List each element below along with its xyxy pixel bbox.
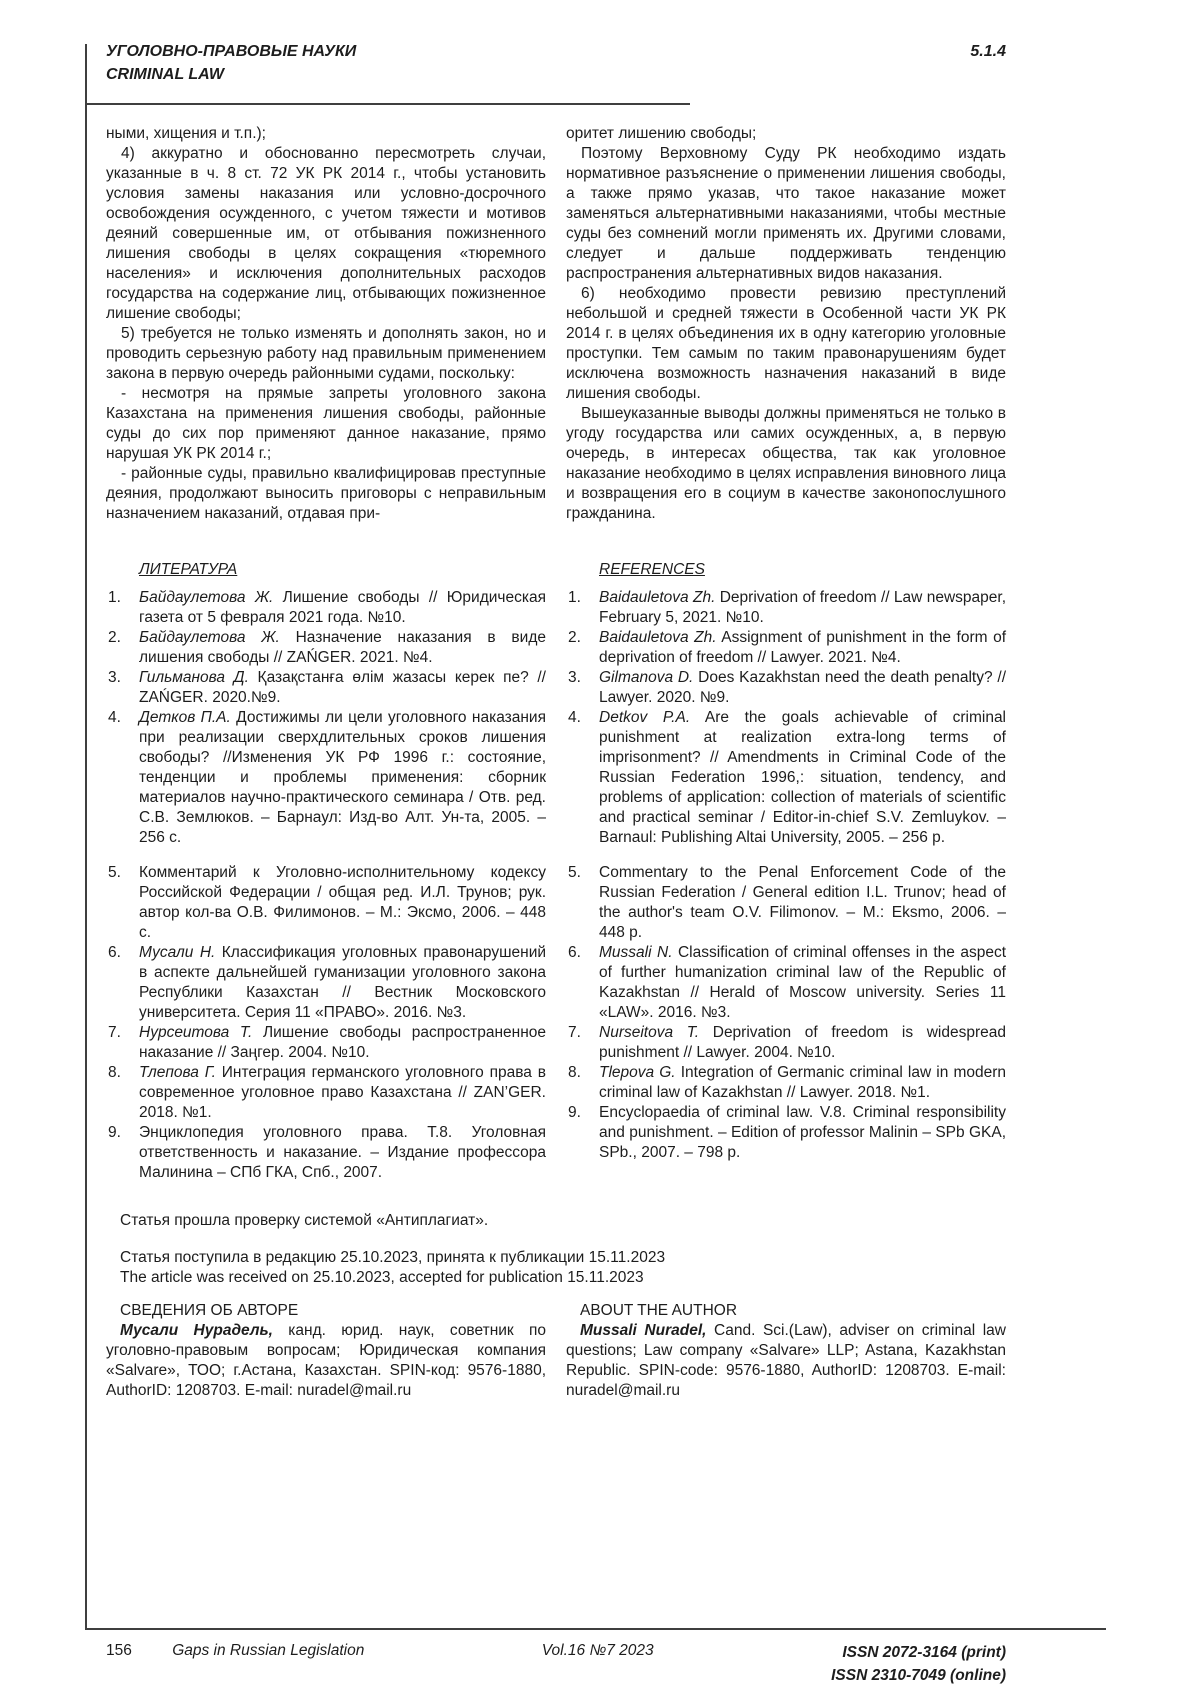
reference-text: Лишение свободы распространенное наказание // Заңгер. 2004. №10. [139, 1024, 546, 1061]
reference-text: Достижимы ли цели уголовного наказания при реализации сверхдлительных сроков лишения свободы? //Изменения УК РФ 1996 г.: состояние, тенденции и проблемы применения: сборник материалов научно-практического семинара / Отв. ред. С.В. Землюков. – Барнаул: Изд-во Алт. Ун-та, 2005. – 256 с. [139, 709, 546, 846]
author-bio-ru [106, 1321, 546, 1401]
reference-item [566, 588, 1006, 628]
footer-left [106, 1641, 364, 1661]
reference-author: Байдаулетова Ж. [139, 629, 280, 646]
reference-text: Deprivation of freedom is widespread punishment // Lawyer. 2004. №10. [599, 1024, 1006, 1061]
author-info-en-heading: ABOUT THE AUTHOR [580, 1302, 738, 1319]
literature-list [106, 588, 546, 1183]
section-title-ru: УГОЛОВНО-ПРАВОВЫЕ НАУКИ [106, 43, 357, 60]
section-titles [106, 40, 356, 86]
references-heading: REFERENCES [599, 561, 705, 578]
reference-text: Комментарий к Уголовно-исполнительному кодексу Российской Федерации / общая ред. И.Л. Трунов; рук. автор кол-ва О.В. Филимонов. – М.: Эксмо, 2006. – 448 с. [139, 864, 546, 941]
reference-author: Детков П.А. [139, 709, 231, 726]
reference-item [106, 1123, 546, 1183]
reference-item [106, 628, 546, 668]
footer-issn-print: ISSN 2072-3164 (print) [842, 1644, 1006, 1661]
reference-item [106, 588, 546, 628]
author-name-en: Mussali Nuradel, [580, 1322, 707, 1339]
reference-author: Nurseitova T. [599, 1024, 700, 1041]
paragraph: 4) аккуратно и обоснованно пересмотреть случаи, указанные в ч. 8 ст. 72 УК РК 2014 г., чтобы установить условия замены наказания или условно-досрочного освобождения осужденного, с учетом тяжести и мотивов деяний совершенные им, от отбывания пожизненного лишения свободы в целях сокращения «тюремного населения» и исключения дополнительных расходов государства на содержание лиц, отбывающих пожизненное лишение свободы; [106, 145, 546, 322]
reference-author: Гильманова Д. [139, 669, 249, 686]
reference-author: Нурсеитова Т. [139, 1024, 253, 1041]
paragraph: оритет лишению свободы; [566, 125, 757, 142]
reference-author: Мусали Н. [139, 944, 216, 961]
author-bio-text-ru: канд. юрид. наук, советник по уголовно-правовым вопросам; Юридическая компания «Salvare», ТОО; г.Астана, Казахстан. SPIN-код: 9576-1880, AuthorID: 1208703. E-mail: nuradel@mail.ru [106, 1322, 547, 1399]
received-date-ru: Статья поступила в редакцию 25.10.2023, принята к публикации 15.11.2023 [120, 1249, 666, 1266]
footer-page-number: 156 [106, 1642, 132, 1659]
reference-text: Deprivation of freedom // Law newspaper, February 5, 2021. №10. [599, 589, 1006, 626]
body-left-column [106, 124, 546, 1183]
reference-item [106, 1023, 546, 1063]
paragraph: 6) необходимо провести ревизию преступлений небольшой и средней тяжести в Особенной части УК РК 2014 г. в целях объединения их в одну категорию уголовные проступки. Тем самым по таким правонарушениям будет исключена возможность назначения наказаний в виде лишения свободы. [566, 285, 1006, 402]
left-margin-rule [85, 44, 87, 1630]
footer-rule [85, 1628, 1106, 1630]
footer-issn [831, 1641, 1006, 1687]
reference-text: Assignment of punishment in the form of deprivation of freedom // Lawyer. 2021. №4. [599, 629, 1007, 666]
section-title-en: CRIMINAL LAW [106, 66, 224, 83]
paragraph: ными, хищения и т.п.); [106, 125, 266, 142]
reference-item [566, 943, 1006, 1023]
paragraph: - районные суды, правильно квалифицировав преступные деяния, продолжают выносить приговоры с неправильным назначением наказаний, отдавая при- [106, 465, 546, 522]
reference-item [566, 1063, 1006, 1103]
reference-author: Байдаулетова Ж. [139, 589, 274, 606]
reference-text: Does Kazakhstan need the death penalty? // Lawyer. 2020. №9. [599, 669, 1006, 706]
author-info-en [566, 1301, 1006, 1401]
reference-text: Классификация уголовных правонарушений в аспекте дальнейшей гуманизации уголовного закона Республики Казахстан // Вестник Московского университета. Серия 11 «ПРАВО». 2016. №3. [139, 944, 547, 1021]
reference-text: Are the goals achievable of criminal punishment at realization extra-long terms of imprisonment? // Amendments in Criminal Code of the Russian Federation 1996,: situation, tendency, and problems of application: collection of materials of scientific and practical seminar / Editor-in-chief S.V. Zemluykov. – Barnaul: Publishing Altai University, 2005. – 256 p. [599, 709, 1007, 846]
footer-journal-title: Gaps in Russian Legislation [172, 1642, 365, 1659]
reference-text: Encyclopaedia of criminal law. V.8. Criminal responsibility and punishment. – Edition of professor Malinin – SPb GKA, SPb., 2007. – 798 p. [599, 1104, 1006, 1161]
footer-issn-online: ISSN 2310-7049 (online) [831, 1667, 1006, 1684]
literature-heading: ЛИТЕРАТУРА [139, 561, 238, 578]
reference-item [106, 1063, 546, 1123]
reference-author: Detkov P.A. [599, 709, 691, 726]
reference-item [106, 863, 546, 943]
paragraph: 5) требуется не только изменять и дополнять закон, но и проводить серьезную работу над правильным применением закона в первую очередь районными судами, поскольку: [106, 325, 546, 382]
reference-item [566, 863, 1006, 943]
body-columns [106, 124, 1006, 1183]
references-list [566, 588, 1006, 1163]
reference-item [566, 1023, 1006, 1063]
reference-item [106, 668, 546, 708]
received-date-en: The article was received on 25.10.2023, accepted for publication 15.11.2023 [120, 1269, 644, 1286]
reference-author: Тлепова Г. [139, 1064, 216, 1081]
reference-text: Commentary to the Penal Enforcement Code of the Russian Federation / General edition I.L. Trunov; head of the author's team O.V. Filimonov. – M.: Eksmo, 2006. – 448 p. [599, 864, 1006, 941]
body-right-column [566, 124, 1006, 1183]
reference-author: Gilmanova D. [599, 669, 694, 686]
page-content [106, 40, 1006, 1401]
reference-item [566, 668, 1006, 708]
received-dates [106, 1248, 1006, 1288]
author-bio-en [566, 1321, 1006, 1401]
reference-item [566, 708, 1006, 848]
reference-text: Classification of criminal offenses in the aspect of further humanization criminal law of the Republic of Kazakhstan // Herald of Moscow university. Series 11 «LAW». 2016. №3. [599, 944, 1006, 1021]
author-info-ru [106, 1301, 546, 1401]
reference-text: Қазақстанға өлім жазасы керек пе? // ZAŃGER. 2020.№9. [139, 669, 546, 706]
reference-text: Энциклопедия уголовного права. Т.8. Уголовная ответственность и наказание. – Издание профессора Малинина – СПб ГКА, Спб., 2007. [139, 1124, 546, 1181]
footer-volume-info: Vol.16 №7 2023 [541, 1642, 654, 1659]
reference-item [106, 708, 546, 848]
reference-author: Baidauletova Zh. [599, 589, 716, 606]
reference-author: Tlepova G. [599, 1064, 676, 1081]
page-footer [106, 1641, 1006, 1687]
reference-text: Лишение свободы // Юридическая газета от 5 февраля 2021 года. №10. [139, 589, 546, 626]
paragraph: - несмотря на прямые запреты уголовного закона Казахстана на применения лишения свободы, районные суды до сих пор применяют данное наказание, прямо нарушая УК РК 2014 г.; [106, 385, 546, 462]
author-info-ru-heading: СВЕДЕНИЯ ОБ АВТОРЕ [120, 1302, 299, 1319]
reference-item [106, 943, 546, 1023]
antiplagiat-note: Статья прошла проверку системой «Антиплагиат». [120, 1212, 489, 1229]
paragraph: Вышеуказанные выводы должны применяться не только в угоду государства или самих осужденных, а, в первую очередь, в интересах общества, так как уголовное наказание необходимо в целях исправления виновного лица и возвращения его в социум в качестве законопослушного гражданина. [566, 405, 1006, 522]
classifier-code: 5.1.4 [970, 43, 1006, 60]
author-name-ru: Мусали Нурадель, [120, 1322, 273, 1339]
reference-item [566, 1103, 1006, 1163]
reference-text: Integration of Germanic criminal law in modern criminal law of Kazakhstan // Lawyer. 2018. №1. [599, 1064, 1007, 1101]
reference-text: Назначение наказания в виде лишения свободы // ZAŃGER. 2021. №4. [139, 629, 546, 666]
page-header [106, 40, 1006, 86]
reference-author: Mussali N. [599, 944, 673, 961]
author-info-columns [106, 1301, 1006, 1401]
reference-author: Baidauletova Zh. [599, 629, 717, 646]
paragraph: Поэтому Верховному Суду РК необходимо издать нормативное разъяснение о применении лишения свободы, а также прямо указав, что такое наказание может заменяться альтернативными наказаниями, чтобы местные суды без сомнений могли применять их. Другими словами, следует и дальше поддерживать тенденцию распространения альтернативных видов наказания. [566, 145, 1006, 282]
reference-item [566, 628, 1006, 668]
author-bio-text-en: Cand. Sci.(Law), adviser on criminal law questions; Law company «Salvare» LLP; Astana, Kazakhstan Republic. SPIN-code: 9576-1880, AuthorID: 1208703. E-mail: nuradel@mail.ru [566, 1322, 1006, 1399]
reference-text: Интеграция германского уголовного права в современное уголовное право Казахстана // ZAN’GER. 2018. №1. [139, 1064, 546, 1121]
